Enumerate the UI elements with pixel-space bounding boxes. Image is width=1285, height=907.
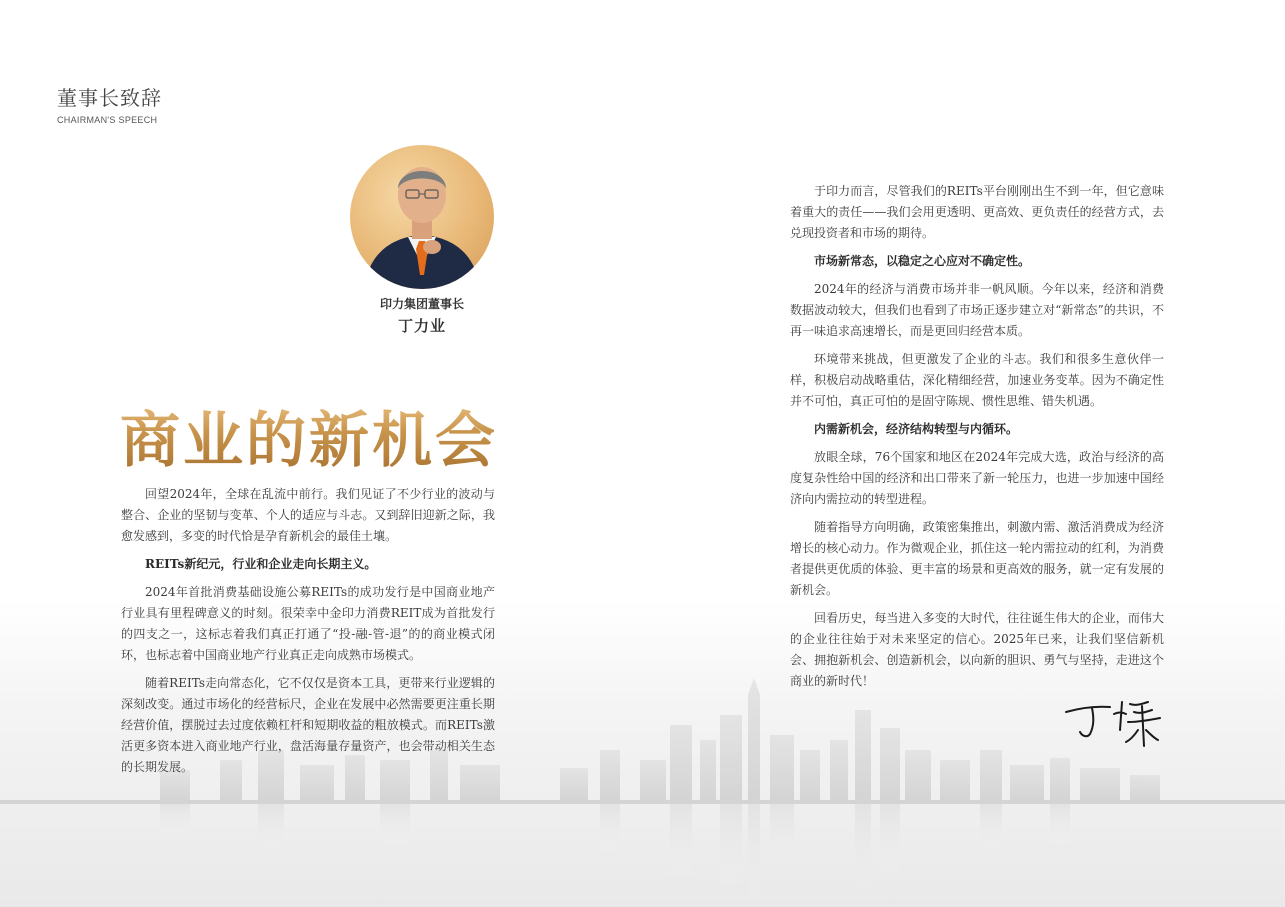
paragraph: 随着REITs走向常态化，它不仅仅是资本工具，更带来行业逻辑的深刻改变。通过市场化的经营标尺，企业在发展中必然需要更注重长期经营价值，摆脱过去过度依赖杠杆和短期收益的粗放模式。而REITs激活更多资本进入商业地产行业，盘活海量存量资产，也会带动相关生态的长期发展。	[121, 676, 495, 774]
paragraph: 放眼全球，76个国家和地区在2024年完成大选，政治与经济的高度复杂性给中国的经济和出口带来了新一轮压力，也进一步加速中国经济向内需拉动的转型进程。	[790, 450, 1164, 506]
paragraph: 随着指导方向明确，政策密集推出，刺激内需、激活消费成为经济增长的核心动力。作为微观企业，抓住这一轮内需拉动的红利，为消费者提供更优质的体验、更丰富的场景和更高效的服务，就一定有发展的新机会。	[790, 520, 1164, 597]
portrait-caption-name: 丁力业	[397, 317, 446, 335]
section-title-en: CHAIRMAN'S SPEECH	[57, 115, 158, 125]
handwritten-signature	[1060, 690, 1170, 750]
chairman-photo-illustration	[350, 145, 494, 289]
section-header	[57, 82, 162, 125]
chairman-portrait	[350, 145, 494, 289]
section-title-cn: 董事长致辞	[57, 86, 162, 110]
paragraph: 回看历史，每当进入多变的大时代，往往诞生伟大的企业，而伟大的企业往往始于对未来坚定的信心。2025年已来，让我们坚信新机会、拥抱新机会、创造新机会，以向新的胆识、勇气与坚持，走进这个商业的新时代！	[790, 611, 1164, 688]
portrait-caption-title: 印力集团董事长	[379, 297, 464, 311]
paragraph: 回望2024年，全球在乱流中前行。我们见证了不少行业的波动与整合、企业的坚韧与变革、个人的适应与斗志。又到辞旧迎新之际，我愈发感到，多变的时代恰是孕育新机会的最佳土壤。	[121, 487, 495, 543]
right-text-column	[790, 181, 1164, 699]
subheading: 内需新机会，经济结构转型与内循环。	[814, 422, 1019, 436]
headline: 商业的新机会	[120, 393, 498, 479]
paragraph: 于印力而言，尽管我们的REITs平台刚刚出生不到一年，但它意味着重大的责任——我们会用更透明、更高效、更负责任的经营方式，去兑现投资者和市场的期待。	[790, 184, 1164, 240]
subheading: REITs新纪元，行业和企业走向长期主义。	[145, 557, 377, 571]
paragraph: 2024年的经济与消费市场并非一帆风顺。今年以来，经济和消费数据波动较大，但我们也看到了市场正逐步建立对“新常态”的共识，不再一味追求高速增长，而是更回归经营本质。	[790, 282, 1164, 338]
paragraph: 2024年首批消费基础设施公募REITs的成功发行是中国商业地产行业具有里程碑意义的时刻。很荣幸中金印力消费REIT成为首批发行的四支之一，这标志着我们真正打通了“投-融-管-退”的的商业模式闭环，也标志着中国商业地产行业真正走向成熟市场模式。	[121, 585, 495, 662]
subheading: 市场新常态，以稳定之心应对不确定性。	[814, 254, 1031, 268]
left-text-column	[121, 484, 495, 785]
paragraph: 环境带来挑战，但更激发了企业的斗志。我们和很多生意伙伴一样，积极启动战略重估，深化精细经营，加速业务变革。因为不确定性并不可怕，真正可怕的是固守陈规、惯性思维、错失机遇。	[790, 352, 1164, 408]
